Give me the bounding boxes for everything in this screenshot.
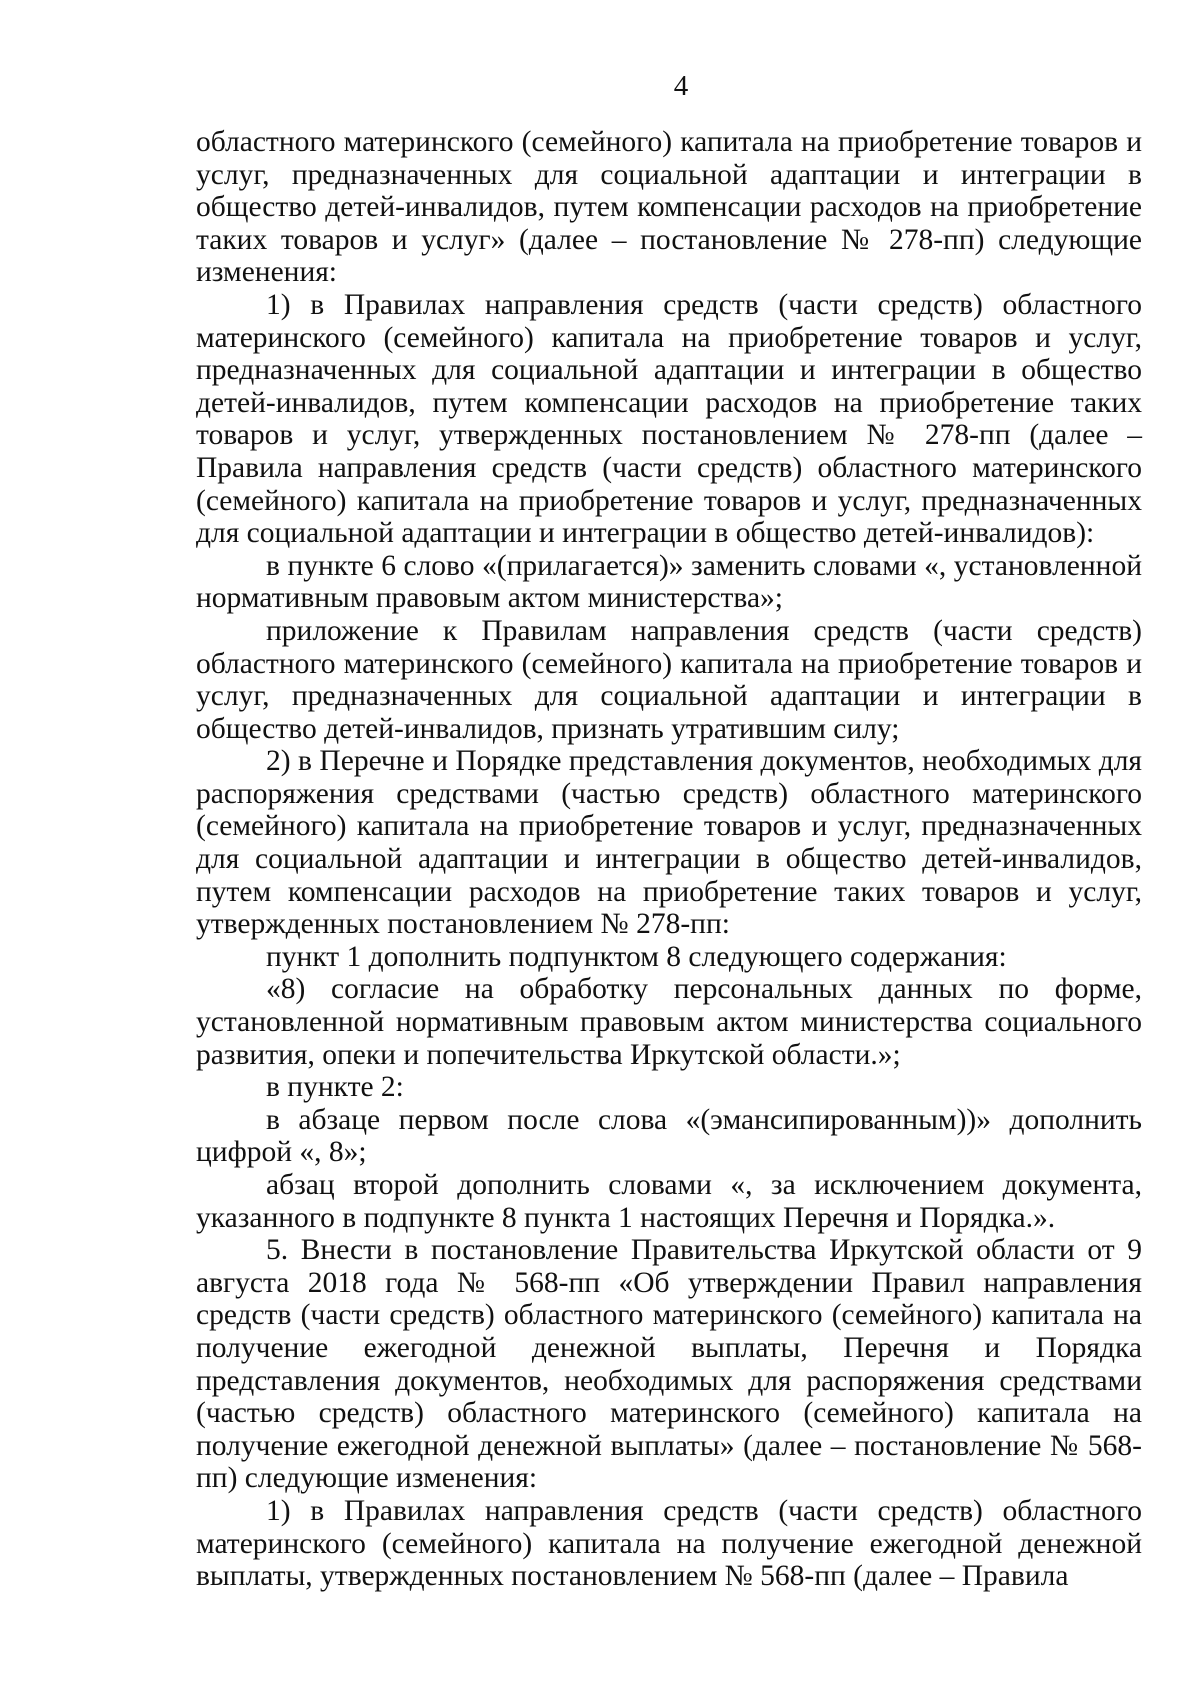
paragraph-list-278: 2) в Перечне и Порядке представления документов, необходимых для распоряжения средствами (частью средств) областного материнского (семейного) капитала на приобретение товаров и услуг, предназначенных для социальной адаптации и интеграции в общество детей-инвалидов, путем компенсации расходов на приобретение таких товаров и услуг, утвержденных постановлением № 278-пп:	[196, 745, 1142, 941]
paragraph-first-abzac: в абзаце первом после слова «(эмансипированным))» дополнить цифрой «, 8»;	[196, 1103, 1142, 1169]
paragraph-intro: областного материнского (семейного) капитала на приобретение товаров и услуг, предназначенных для социальной адаптации и интеграции в общество детей-инвалидов, путем компенсации расходов на приобретение таких товаров и услуг» (далее – постановление № 278-пп) следующие изменения:	[196, 126, 1142, 289]
paragraph-rules-278: 1) в Правилах направления средств (части средств) областного материнского (семейного) капитала на приобретение товаров и услуг, предназначенных для социальной адаптации и интеграции в общество детей-инвалидов, путем компенсации расходов на приобретение таких товаров и услуг, утвержденных постановлением № 278-пп (далее – Правила направления средств (части средств) областного материнского (семейного) капитала на приобретение товаров и услуг, предназначенных для социальной адаптации и интеграции в общество детей-инвалидов):	[196, 288, 1142, 550]
paragraph-point-2: в пункте 2:	[266, 1071, 404, 1104]
paragraph-rules-568: 1) в Правилах направления средств (части средств) областного материнского (семейного) капитала на получение ежегодной денежной выплаты, утвержденных постановлением № 568-пп (далее – Правила	[196, 1494, 1142, 1593]
paragraph-point-6: в пункте 6 слово «(прилагается)» заменить словами «, установленной нормативным правовым актом министерства»;	[196, 549, 1142, 615]
page-number: 4	[673, 70, 689, 102]
paragraph-appendix-void: приложение к Правилам направления средств (части средств) областного материнского (семейного) капитала на приобретение товаров и услуг, предназначенных для социальной адаптации и интеграции в общество детей-инвалидов, признать утратившим силу;	[196, 614, 1142, 745]
paragraph-second-abzac: абзац второй дополнить словами «, за исключением документа, указанного в подпункте 8 пункта 1 настоящих Перечня и Порядка.».	[196, 1169, 1142, 1234]
paragraph-point-1-add: пункт 1 дополнить подпунктом 8 следующего содержания:	[266, 940, 1007, 973]
paragraph-section-5: 5. Внести в постановление Правительства Иркутской области от 9 августа 2018 года № 568-пп «Об утверждении Правил направления средств (части средств) областного материнского (семейного) капитала на получение ежегодной денежной выплаты, Перечня и Порядка представления документов, необходимых для распоряжения средствами (частью средств) областного материнского (семейного) капитала на получение ежегодной денежной выплаты» (далее – постановление № 568-пп) следующие изменения:	[196, 1234, 1142, 1495]
paragraph-consent: «8) согласие на обработку персональных данных по форме, установленной нормативным правовым актом министерства социального развития, опеки и попечительства Иркутской области.»;	[196, 973, 1142, 1071]
document-body	[196, 126, 1142, 1593]
